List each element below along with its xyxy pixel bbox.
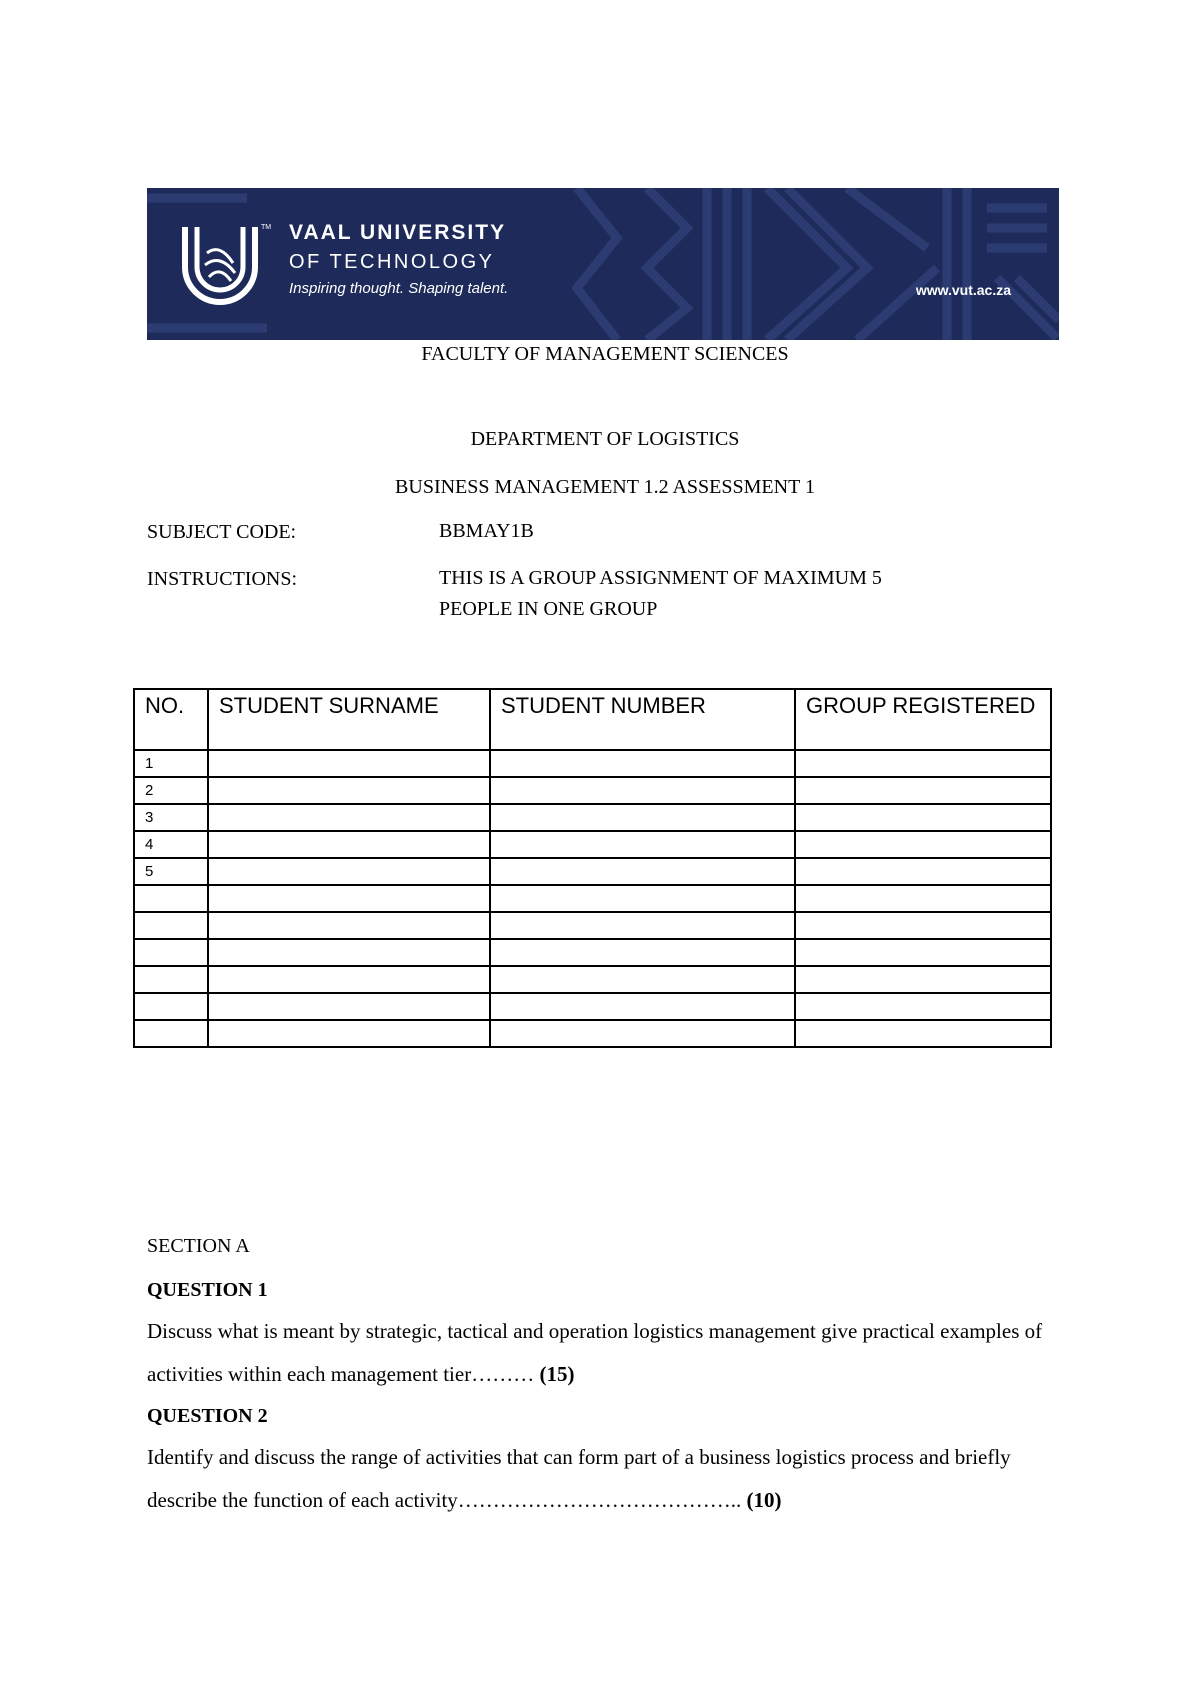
subject-code-label: SUBJECT CODE:	[147, 521, 297, 543]
university-banner	[147, 188, 1059, 340]
question-2-marks: (10)	[746, 1488, 782, 1512]
table-row	[134, 885, 1051, 912]
question-1-text	[147, 1310, 1077, 1396]
university-name: VAAL UNIVERSITY	[289, 221, 507, 244]
tagline: Inspiring thought. Shaping talent.	[289, 280, 509, 297]
header-no: NO.	[134, 689, 208, 750]
student-number-cell[interactable]	[490, 912, 795, 939]
row-number	[134, 1020, 208, 1047]
group-registered-cell[interactable]	[795, 912, 1051, 939]
question-1-body: Discuss what is meant by strategic, tactical and operation logistics management give practical examples of activities within each management tier………	[147, 1319, 1043, 1386]
table-row	[134, 966, 1051, 993]
row-number: 4	[134, 831, 208, 858]
surname-cell[interactable]	[208, 858, 490, 885]
group-registered-cell[interactable]	[795, 777, 1051, 804]
surname-cell[interactable]	[208, 912, 490, 939]
row-number: 2	[134, 777, 208, 804]
table-row	[134, 993, 1051, 1020]
website[interactable]: www.vut.ac.za	[915, 282, 1011, 298]
group-registered-cell[interactable]	[795, 858, 1051, 885]
table-header-row	[134, 689, 1051, 750]
question-2-label: QUESTION 2	[147, 1405, 268, 1427]
header-student-surname: STUDENT SURNAME	[208, 689, 490, 750]
student-number-cell[interactable]	[490, 1020, 795, 1047]
header-student-number: STUDENT NUMBER	[490, 689, 795, 750]
row-number: 1	[134, 750, 208, 777]
group-registered-cell[interactable]	[795, 993, 1051, 1020]
question-1-label: QUESTION 1	[147, 1279, 268, 1301]
surname-cell[interactable]	[208, 966, 490, 993]
instructions-line-1: THIS IS A GROUP ASSIGNMENT OF MAXIMUM 5	[439, 567, 882, 589]
header-group-registered: GROUP REGISTERED	[795, 689, 1051, 750]
table-row	[134, 858, 1051, 885]
surname-cell[interactable]	[208, 777, 490, 804]
student-number-cell[interactable]	[490, 966, 795, 993]
table-row	[134, 750, 1051, 777]
subject-code-value: BBMAY1B	[439, 520, 534, 542]
table-row	[134, 831, 1051, 858]
banner-pattern	[147, 188, 1059, 340]
student-number-cell[interactable]	[490, 750, 795, 777]
student-number-cell[interactable]	[490, 885, 795, 912]
row-number	[134, 885, 208, 912]
row-number: 3	[134, 804, 208, 831]
surname-cell[interactable]	[208, 831, 490, 858]
group-registered-cell[interactable]	[795, 750, 1051, 777]
trademark: TM	[261, 224, 272, 231]
surname-cell[interactable]	[208, 993, 490, 1020]
group-registered-cell[interactable]	[795, 831, 1051, 858]
row-number	[134, 939, 208, 966]
row-number: 5	[134, 858, 208, 885]
student-number-cell[interactable]	[490, 858, 795, 885]
question-1-marks: (15)	[539, 1362, 575, 1386]
surname-cell[interactable]	[208, 939, 490, 966]
student-number-cell[interactable]	[490, 804, 795, 831]
table-row	[134, 1020, 1051, 1047]
group-registered-cell[interactable]	[795, 1020, 1051, 1047]
group-registration-table	[133, 688, 1052, 1048]
surname-cell[interactable]	[208, 804, 490, 831]
row-number	[134, 993, 208, 1020]
student-number-cell[interactable]	[490, 993, 795, 1020]
assessment-title: BUSINESS MANAGEMENT 1.2 ASSESSMENT 1	[395, 476, 815, 498]
student-number-cell[interactable]	[490, 777, 795, 804]
surname-cell[interactable]	[208, 1020, 490, 1047]
faculty-heading: FACULTY OF MANAGEMENT SCIENCES	[421, 343, 789, 365]
table-row	[134, 912, 1051, 939]
question-2-text	[147, 1436, 1077, 1522]
group-registered-cell[interactable]	[795, 885, 1051, 912]
instructions-label: INSTRUCTIONS:	[147, 568, 298, 590]
instructions-text	[439, 563, 882, 625]
table-row	[134, 939, 1051, 966]
university-sub: OF TECHNOLOGY	[289, 251, 495, 273]
section-title: SECTION A	[147, 1235, 250, 1257]
student-number-cell[interactable]	[490, 939, 795, 966]
table-row	[134, 777, 1051, 804]
student-number-cell[interactable]	[490, 831, 795, 858]
group-registered-cell[interactable]	[795, 804, 1051, 831]
group-registered-cell[interactable]	[795, 966, 1051, 993]
surname-cell[interactable]	[208, 885, 490, 912]
group-registered-cell[interactable]	[795, 939, 1051, 966]
surname-cell[interactable]	[208, 750, 490, 777]
row-number	[134, 966, 208, 993]
vut-logo-icon	[179, 223, 261, 305]
row-number	[134, 912, 208, 939]
question-2-body: Identify and discuss the range of activities that can form part of a business logistics process and briefly describe the function of each activity…………………………………..	[147, 1445, 1011, 1512]
department-heading: DEPARTMENT OF LOGISTICS	[470, 428, 740, 450]
table-row	[134, 804, 1051, 831]
instructions-line-2: PEOPLE IN ONE GROUP	[439, 598, 658, 620]
